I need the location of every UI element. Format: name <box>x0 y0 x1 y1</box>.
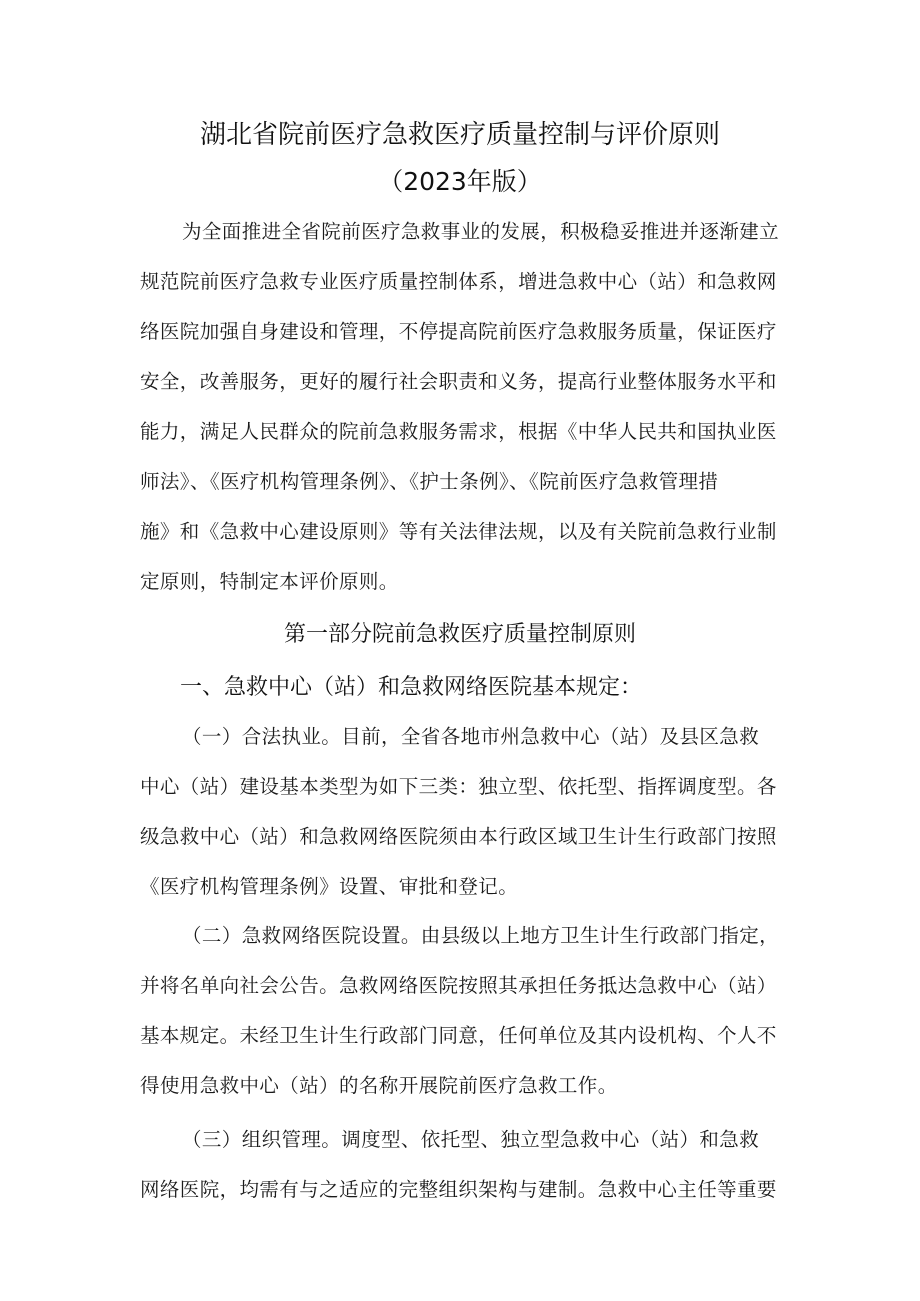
paragraph-line: 施》和《急救中心建设原则》等有关法律法规，以及有关院前急救行业制 <box>140 520 777 543</box>
paragraph-line: 安全，改善服务，更好的履行社会职责和义务，提高行业整体服务水平和 <box>140 370 777 393</box>
paragraph-line: 中心（站）建设基本类型为如下三类：独立型、依托型、指挥调度型。各 <box>140 775 777 798</box>
paragraph-line: 络医院加强自身建设和管理，不停提高院前医疗急救服务质量，保证医疗 <box>140 320 777 343</box>
subsection-title: 一、急救中心（站）和急救网络医院基本规定： <box>180 675 643 700</box>
paragraph-line: 级急救中心（站）和急救网络医院须由本行政区域卫生计生行政部门按照 <box>140 825 777 848</box>
item-3-paragraph <box>140 1115 785 1215</box>
document-subtitle: （2023年版） <box>378 167 542 196</box>
paragraph-line: 为全面推进全省院前医疗急救事业的发展，积极稳妥推进并逐渐建立 <box>182 220 780 243</box>
document-title: 湖北省院前医疗急救医疗质量控制与评价原则 <box>199 120 720 150</box>
section-title: 第一部分院前急救医疗质量控制原则 <box>283 622 636 647</box>
paragraph-line: 规范院前医疗急救专业医疗质量控制体系，增进急救中心（站）和急救网 <box>140 270 777 293</box>
intro-paragraph <box>140 207 785 607</box>
paragraph-line: 定原则，特制定本评价原则。 <box>140 570 399 593</box>
paragraph-line: 得使用急救中心（站）的名称开展院前医疗急救工作。 <box>140 1074 618 1097</box>
item-1-paragraph <box>140 712 785 912</box>
item-2-paragraph <box>140 911 785 1111</box>
paragraph-line: （二）急救网络医院设置。由县级以上地方卫生计生行政部门指定， <box>182 924 780 947</box>
paragraph-line: 能力，满足人民群众的院前急救服务需求，根据《中华人民共和国执业医 <box>140 420 777 443</box>
paragraph-line: （三）组织管理。调度型、依托型、独立型急救中心（站）和急救 <box>182 1128 760 1151</box>
paragraph-line: 网络医院，均需有与之适应的完整组织架构与建制。急救中心主任等重要 <box>140 1178 777 1201</box>
paragraph-line: 师法》、《医疗机构管理条例》、《护士条例》、《院前医疗急救管理措 <box>140 470 719 493</box>
paragraph-line: （一）合法执业。目前，全省各地市州急救中心（站）及县区急救 <box>182 725 760 748</box>
paragraph-line: 《医疗机构管理条例》设置、审批和登记。 <box>140 875 519 898</box>
paragraph-line: 并将名单向社会公告。急救网络医院按照其承担任务抵达急救中心（站） <box>140 974 777 997</box>
paragraph-line: 基本规定。未经卫生计生行政部门同意，任何单位及其内设机构、个人不 <box>140 1024 777 1047</box>
